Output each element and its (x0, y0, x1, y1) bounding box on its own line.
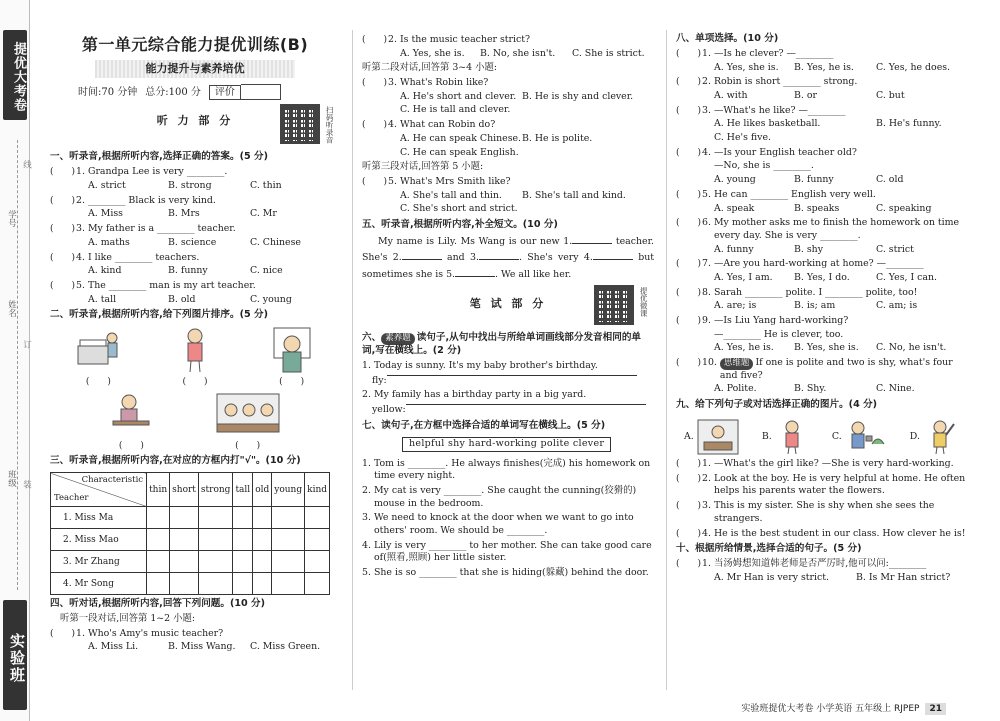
exam-meta (50, 84, 340, 100)
option: C. She's short and strict. (400, 203, 518, 215)
question-number: 3. (362, 512, 371, 524)
option: A. Miss (88, 208, 123, 220)
question-text: What's Robin like? (399, 77, 489, 89)
check-cell[interactable] (170, 551, 199, 573)
answer-paren[interactable]: ( ) (676, 287, 702, 298)
answer-paren[interactable]: ( ) (50, 252, 76, 263)
section-2-pictures-row1 (50, 324, 340, 388)
answer-paren[interactable]: ( ) (676, 316, 702, 326)
check-cell[interactable] (198, 551, 233, 573)
listening-heading: 听 力 部 分 (156, 114, 234, 128)
section-9-title: 九、给下列句子或对话选择正确的图片。(4 分) (676, 399, 878, 411)
section-instruction: 读句子,从句中找出与所给单词画线部分发音相同的单词,写在横线上。(2 分) (362, 332, 642, 357)
option: A. Polite. (714, 383, 757, 395)
question-text: —What's the girl like? —She is very hard-working. (713, 458, 954, 470)
picture-letter: A. (684, 430, 694, 442)
option: B. He is shy and clever. (522, 90, 634, 102)
passage-text: but sometimes she is (362, 252, 654, 280)
table-row (51, 551, 330, 573)
answer-paren[interactable]: ( ) (676, 501, 702, 512)
check-cell[interactable] (305, 573, 330, 595)
question-text: —Is your English teacher old? (713, 146, 857, 158)
dialogue-2-intro: 听第二段对话,回答第 3~4 小题: (362, 62, 498, 74)
question-number: 3. (702, 104, 711, 116)
option: C. but (876, 90, 905, 101)
question-text: Tom is ________. He always finishes(完成) his homework on time every night. (373, 457, 651, 482)
question-number: 3. (76, 223, 85, 235)
option: C. old (876, 174, 904, 186)
option: C. speaking (876, 202, 932, 214)
table-row (51, 529, 330, 551)
blank-field[interactable] (402, 259, 442, 260)
blank-field[interactable] (572, 243, 612, 244)
option: A. Mr Han is very strict. (714, 571, 830, 583)
check-cell[interactable] (253, 507, 272, 529)
shy-girl-picture (774, 418, 810, 456)
blank-number: 4. (583, 252, 593, 264)
question-text: My cat is very ________. She caught the cunning(狡猾的) mouse in the bedroom. (373, 484, 637, 509)
header-characteristic: Characteristic (81, 475, 144, 486)
question-text: Sarah ________ polite. I ________ polite, too! (713, 286, 918, 298)
word-bank: helpful shy hard-working polite clever (402, 437, 611, 452)
option: A. Yes, she is. (400, 47, 465, 59)
check-cell[interactable] (253, 551, 272, 573)
teacher-picture (268, 324, 316, 376)
question-text: Who's Amy's music teacher? (87, 627, 224, 639)
blank-field[interactable] (593, 259, 633, 260)
question-text: My mother asks me to finish the homework on time every day. She is very ________. (713, 217, 960, 241)
check-cell[interactable] (198, 507, 233, 529)
blank-number: 1. (563, 235, 573, 247)
binding-sidebar (0, 0, 30, 721)
column-header: kind (305, 473, 330, 507)
page-footer (741, 703, 946, 715)
option: B. science (168, 236, 217, 248)
picture-letter: B. (761, 430, 772, 442)
option: A. He can speak Chinese. (400, 132, 522, 144)
option: C. Nine. (876, 383, 915, 395)
option: C. He's five. (714, 132, 771, 144)
question-number: 1. (362, 360, 371, 372)
column-2 (362, 0, 654, 721)
answer-paren[interactable]: ( ) (50, 628, 76, 639)
check-cell[interactable] (272, 551, 305, 573)
option: A. speak (714, 202, 755, 214)
option: B. Mrs (168, 208, 200, 220)
check-cell[interactable] (147, 507, 170, 529)
answer-paren[interactable]: ( ) (676, 358, 702, 369)
question-text: What can Robin do? (399, 119, 496, 131)
question-number: 4. (76, 251, 85, 263)
page-subtitle: 能力提升与素养培优 (95, 60, 295, 79)
brand-logo-top: 提优大考卷 (3, 30, 27, 120)
mark-xian: 装 (21, 480, 32, 489)
answer-paren[interactable]: ( ) (362, 78, 388, 89)
picture-letter: C. (831, 430, 842, 442)
column-3 (676, 0, 966, 721)
column-divider (666, 30, 667, 690)
question-text: He is the best student in our class. How clever he is! (713, 527, 966, 539)
check-cell[interactable] (305, 529, 330, 551)
option: B. strong (168, 180, 212, 192)
question-number: 6. (702, 217, 711, 229)
question-text: He can ________ English very well. (713, 188, 876, 200)
column-header: thin (147, 473, 170, 507)
question-number: 1. (702, 558, 711, 570)
option: B. speaks (794, 202, 840, 214)
question-text: —Is he clever? —________ (713, 47, 834, 59)
passage-text: and (447, 252, 465, 264)
answer-paren[interactable]: ( ) (50, 195, 76, 206)
question-number: 4. (362, 539, 371, 551)
question-number: 2. (702, 76, 711, 88)
option: B. Is Mr Han strict? (856, 571, 951, 583)
listening-header (50, 100, 340, 148)
check-cell[interactable] (198, 573, 233, 595)
passage-text: . She's very (518, 252, 579, 264)
mark-ding: 订 (21, 340, 32, 349)
option: A. strict (88, 180, 126, 192)
answer-paren[interactable]: ( ) (676, 259, 702, 270)
writing-header (362, 283, 654, 329)
row-label: 3. Mr Zhang (51, 551, 147, 573)
question-number: 2. (702, 472, 711, 484)
section-4-title: 四、听对话,根据所听内容,回答下列问题。(10 分) (50, 598, 266, 610)
blank-number: 2. (392, 252, 402, 264)
check-cell[interactable] (147, 529, 170, 551)
clever-boy-picture (922, 418, 958, 456)
option: B. Miss Wang. (168, 641, 236, 653)
section-2-title: 二、听录音,根据所听内容,给下列图片排序。(5 分) (50, 309, 268, 321)
option: B. He's funny. (876, 118, 942, 130)
passage-text: . We all like (495, 268, 551, 280)
question-text: —Are you hard-working at home? —________ (713, 258, 924, 270)
option: C. Chinese (250, 236, 301, 248)
option: B. old (168, 293, 196, 305)
row-label: 4. Mr Song (51, 573, 147, 595)
question-number: 1. (362, 457, 371, 469)
question-text: —Is Liu Yang hard-working? (713, 315, 849, 326)
field-student-id: 学号 (6, 210, 17, 227)
field-class: 班级 (6, 470, 17, 487)
column-header: short (170, 473, 199, 507)
question-number: 5. (76, 279, 85, 291)
answer-paren[interactable]: ( ) (50, 224, 76, 235)
question-number: 1. (702, 458, 711, 470)
row-label: 2. Miss Mao (51, 529, 147, 551)
option: A. Miss Li. (88, 641, 139, 653)
option: B. He is polite. (522, 132, 593, 144)
question-text: ________ Black is very kind. (87, 194, 216, 206)
question-number: 4. (702, 527, 711, 539)
section-3-title: 三、听录音,根据所听内容,在对应的方框内打"√"。(10 分) (50, 455, 301, 467)
option: A. kind (88, 265, 122, 277)
section-7-title: 七、读句子,在方框中选择合适的单词写在横线上。(5 分) (362, 419, 606, 431)
footer-text: 实验班提优大考卷 小学英语 五年级上 RJPEP (741, 703, 920, 714)
passage-text: My name is Lily. Ms Wang is our new (378, 235, 560, 247)
check-cell[interactable] (147, 551, 170, 573)
answer-paren[interactable]: ( ) (676, 77, 702, 88)
question-number: 5. (702, 188, 711, 200)
target-word: yellow: (372, 404, 406, 416)
table-row (51, 573, 330, 595)
dialogue-line: —No, she is ________. (714, 160, 814, 172)
qr-code-icon[interactable] (594, 285, 634, 325)
fill-in-passage (362, 234, 654, 283)
column-1 (50, 0, 340, 721)
check-cell[interactable] (170, 507, 199, 529)
answer-line[interactable] (406, 404, 646, 405)
check-cell[interactable] (233, 507, 253, 529)
question-text: Today is sunny. It's my baby brother's birthday. (373, 360, 598, 372)
check-cell[interactable] (233, 573, 253, 595)
column-header: strong (198, 473, 233, 507)
option: C. Yes, he does. (876, 61, 951, 73)
qr-label: 扫码听录音 (325, 106, 335, 144)
answer-paren[interactable]: ( ) (362, 35, 388, 45)
option: C. strict (876, 243, 914, 255)
answer-paren[interactable]: ( ) (676, 528, 702, 539)
piano-picture (74, 324, 122, 376)
literacy-badge: 素养题 (381, 333, 415, 344)
option: B. Yes, I do. (794, 271, 850, 283)
answer-paren[interactable]: ( ) (235, 441, 261, 452)
check-cell[interactable] (305, 551, 330, 573)
section-1-title: 一、听录音,根据所听内容,选择正确的答案。(5 分) (50, 151, 268, 163)
question-text: This is my sister. She is shy when she sees the strangers. (713, 500, 935, 524)
question-text: The ________ man is my art teacher. (87, 279, 256, 291)
question-number: 4. (388, 119, 397, 131)
check-cell[interactable] (253, 529, 272, 551)
total-label: 总分:100 分 (145, 86, 201, 98)
option: C. am; is (876, 300, 918, 312)
answer-paren[interactable]: ( ) (182, 377, 208, 388)
answer-paren[interactable]: ( ) (676, 189, 702, 200)
characteristics-table (50, 472, 330, 595)
question-text: We need to knock at the door when we want to go into others' room. We should be ________. (373, 512, 634, 537)
section-8-title: 八、单项选择。(10 分) (676, 33, 779, 44)
question-number: 2. (76, 194, 85, 206)
question-number: 2. (388, 34, 397, 45)
brand-logo-bottom: 实验班 (3, 600, 27, 710)
option: B. or (794, 90, 817, 101)
question-text: —What's he like? —________ (713, 104, 846, 116)
option: C. nice (250, 265, 283, 277)
column-divider (352, 30, 353, 690)
option: A. are; is (714, 300, 757, 312)
answer-paren[interactable]: ( ) (362, 176, 388, 187)
table-diagonal-header (51, 473, 147, 507)
answer-paren[interactable]: ( ) (50, 280, 76, 291)
question-number: 8. (702, 286, 711, 298)
mark-zhuang: 线 (21, 160, 32, 169)
passage-text: her. (553, 268, 572, 280)
score-label: 评价 (209, 85, 241, 101)
answer-paren[interactable]: ( ) (676, 459, 702, 470)
answer-paren[interactable]: ( ) (676, 473, 702, 484)
column-header: tall (233, 473, 253, 507)
question-text: My family has a birthday party in a big yard. (373, 389, 587, 401)
option: C. No, he isn't. (876, 342, 947, 354)
question-number: 2. (362, 389, 371, 401)
blank-field[interactable] (479, 259, 519, 260)
answer-paren[interactable]: ( ) (676, 218, 702, 229)
option: A. maths (88, 236, 130, 248)
section-10-title: 十、根据所给情景,选择合适的句子。(5 分) (676, 543, 862, 555)
option: B. Yes, he is. (794, 61, 854, 73)
check-cell[interactable] (147, 573, 170, 595)
table-row (51, 507, 330, 529)
passage-text: teacher. She's (362, 235, 654, 264)
option: B. She's tall and kind. (522, 189, 626, 201)
question-number: 1. (76, 627, 85, 639)
column-header: old (253, 473, 272, 507)
blank-number: 5. (446, 268, 456, 280)
binding-dash-line (17, 140, 18, 590)
check-cell[interactable] (253, 573, 272, 595)
question-text: Robin is short ________ strong. (713, 76, 858, 88)
question-number: 3. (702, 500, 711, 512)
answer-paren[interactable]: ( ) (85, 377, 111, 388)
check-cell[interactable] (272, 529, 305, 551)
section-1-items (50, 166, 340, 306)
study-picture (696, 418, 740, 456)
section-5-title: 五、听录音,根据所听内容,补全短文。(10 分) (362, 218, 558, 230)
question-text: What's Mrs Smith like? (399, 175, 511, 187)
section-2-pictures-row2 (50, 390, 340, 452)
section-6-title (362, 332, 654, 358)
question-text: Look at the boy. He is very helpful at home. He often helps his parents water the flowers. (713, 472, 966, 497)
option: C. young (250, 293, 292, 305)
question-number: 1. (702, 47, 711, 59)
option: A. She's tall and thin. (400, 189, 502, 201)
question-number: 5. (362, 567, 371, 579)
header-teacher: Teacher (54, 492, 89, 503)
target-word: fly: (372, 374, 387, 386)
answer-paren[interactable]: ( ) (676, 105, 702, 116)
column-header: young (272, 473, 305, 507)
dialogue-1-intro: 听第一段对话,回答第 1~2 小题: (60, 613, 196, 625)
blank-field[interactable] (455, 276, 495, 277)
check-cell[interactable] (233, 529, 253, 551)
option: A. with (714, 90, 748, 101)
time-label: 时间:70 分钟 (78, 86, 138, 98)
answer-paren[interactable]: ( ) (118, 441, 144, 452)
option: A. Yes, I am. (714, 271, 773, 283)
question-text: If one is polite and two is shy, what's four and five? (719, 357, 953, 381)
answer-paren[interactable]: ( ) (279, 377, 305, 388)
qr-code-icon[interactable] (280, 104, 320, 144)
answer-paren[interactable]: ( ) (50, 167, 76, 178)
student-desk-picture (107, 388, 155, 440)
option: C. thin (250, 180, 282, 192)
answer-paren[interactable]: ( ) (676, 48, 702, 59)
option: C. She is strict. (572, 47, 645, 59)
section-number: 六、 (362, 332, 382, 344)
question-number: 2. (362, 484, 371, 496)
section-9-pictures (676, 414, 966, 456)
answer-paren[interactable]: ( ) (676, 559, 702, 570)
question-number: 7. (702, 258, 711, 270)
question-number: 10. (702, 357, 717, 369)
check-cell[interactable] (233, 551, 253, 573)
question-text: My father is a ________ teacher. (87, 223, 236, 235)
thinking-badge: 思维题 (720, 358, 754, 369)
option: A. He's short and clever. (400, 90, 517, 102)
option: C. Yes, I can. (876, 271, 938, 283)
option: B. funny (794, 174, 834, 186)
option: C. Mr (250, 208, 277, 220)
question-number: 5. (388, 175, 397, 187)
question-text: Is the music teacher strict? (399, 34, 531, 45)
check-cell[interactable] (305, 507, 330, 529)
option: C. Miss Green. (250, 641, 321, 653)
dialogue-line: —________ He is clever, too. (714, 328, 844, 340)
check-cell[interactable] (198, 529, 233, 551)
option: C. He is tall and clever. (400, 104, 511, 116)
option: B. funny (168, 265, 208, 277)
question-text: Grandpa Lee is very ________. (87, 166, 228, 178)
answer-paren[interactable]: ( ) (676, 147, 702, 158)
question-number: 3. (388, 77, 397, 89)
answer-line[interactable] (387, 375, 637, 376)
option: B. is; am (794, 300, 836, 312)
blank-number: 3. (469, 252, 479, 264)
option: B. shy (794, 243, 823, 255)
field-name: 姓名 (6, 300, 17, 317)
qr-label: 提优微课 (639, 287, 649, 318)
question-number: 4. (702, 146, 711, 158)
question-text: 当汤姆想知道韩老师是否严厉时,他可以问:________ (713, 558, 927, 570)
page-number: 21 (925, 703, 946, 715)
option: A. tall (88, 293, 117, 305)
check-cell[interactable] (170, 529, 199, 551)
option: B. Yes, she is. (794, 342, 859, 354)
question-text: She is so ________ that she is hiding(躲藏) behind the door. (373, 567, 649, 579)
option: A. Yes, she is. (714, 61, 779, 73)
answer-paren[interactable]: ( ) (362, 120, 388, 131)
check-cell[interactable] (170, 573, 199, 595)
writing-heading: 笔 试 部 分 (469, 297, 547, 311)
row-label: 1. Miss Ma (51, 507, 147, 529)
score-box[interactable] (241, 84, 281, 100)
question-number: 9. (702, 315, 711, 326)
check-cell[interactable] (272, 573, 305, 595)
dialogue-3-intro: 听第三段对话,回答第 5 小题: (362, 161, 484, 173)
page-title: 第一单元综合能力提优训练(B) (81, 35, 309, 54)
option: A. funny (714, 243, 754, 255)
girl-picture (171, 324, 219, 376)
question-number: 1. (76, 166, 85, 178)
option: A. young (714, 174, 756, 186)
picture-letter: D. (909, 430, 920, 442)
question-text: Lily is very ________ to her mother. She can take good care of(照看,照顾) her little sister. (373, 539, 652, 564)
option: C. He can speak English. (400, 146, 519, 158)
question-text: I like ________ teachers. (87, 251, 200, 263)
check-cell[interactable] (272, 507, 305, 529)
option: B. Shy. (794, 383, 827, 395)
classroom-picture (213, 388, 283, 440)
option: A. He likes basketball. (714, 118, 821, 130)
option: A. Yes, he is. (714, 342, 774, 354)
watering-picture (844, 418, 888, 456)
option: B. No, she isn't. (480, 47, 556, 59)
